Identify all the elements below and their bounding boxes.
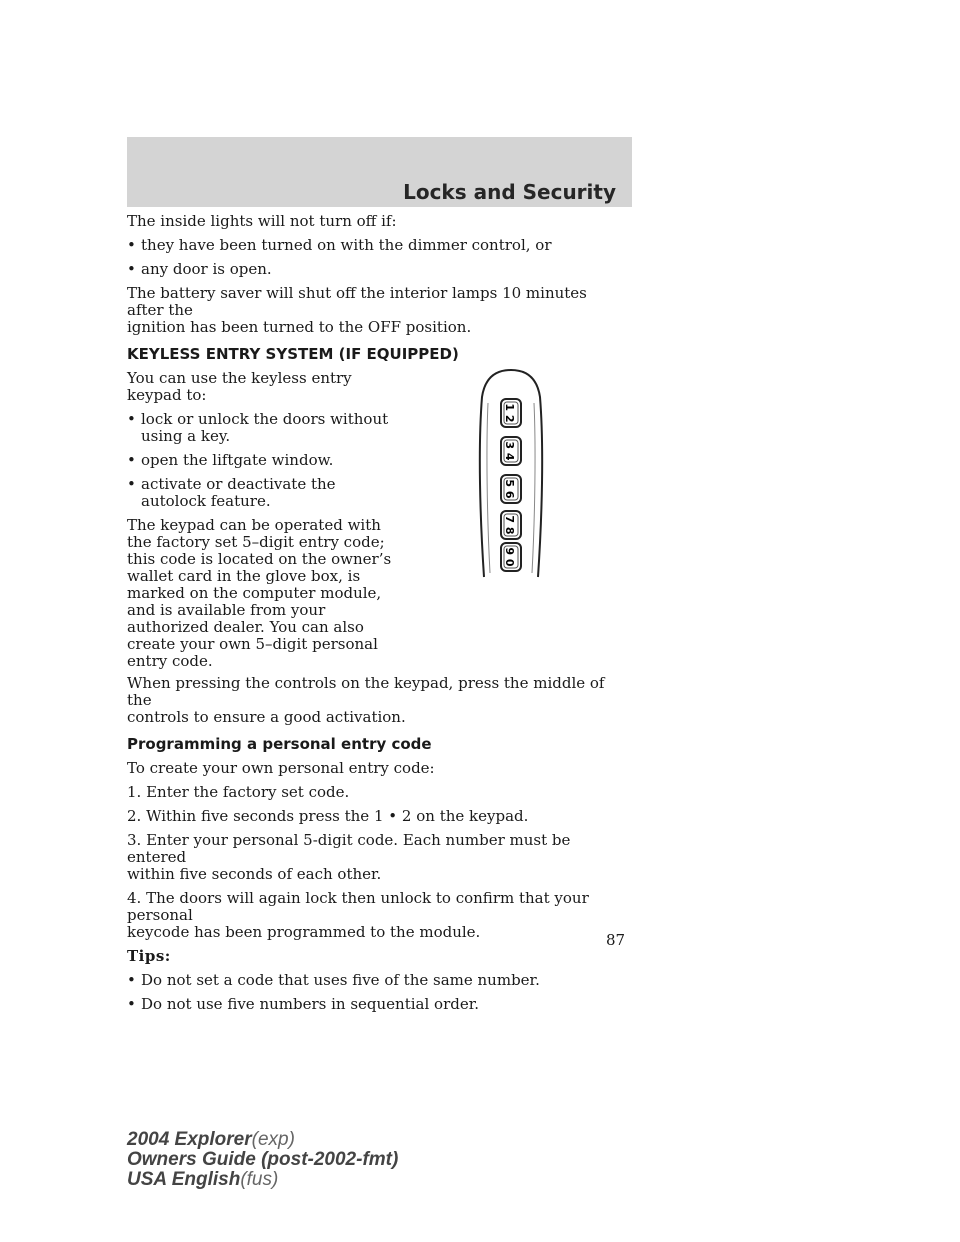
bullet-icon: • — [127, 971, 136, 989]
step-2 — [127, 808, 607, 825]
step-3-line-1: 3. Enter your personal 5-digit code. Each number must be entered — [127, 831, 571, 866]
keypad-keys — [501, 399, 521, 571]
footer-language-code: (fus) — [240, 1169, 279, 1190]
list-item-text: Do not set a code that uses five of the same number. — [141, 971, 540, 989]
list-item-text: activate or deactivate the — [141, 475, 336, 493]
bullet-icon: • — [388, 807, 398, 825]
list-item-text: open the liftgate window. — [141, 451, 334, 469]
document-footer — [127, 1130, 398, 1190]
list-item — [127, 261, 607, 278]
list-item — [127, 972, 607, 989]
step-1: 1. Enter the factory set code. — [127, 783, 350, 801]
list-item-text: lock or unlock the doors without — [141, 410, 389, 428]
step-4-line-2: keycode has been programmed to the module. — [127, 923, 481, 941]
section-title: Locks and Security — [403, 180, 616, 204]
key-3-4: 3 4 — [503, 441, 516, 461]
key-9-0: 9 0 — [503, 547, 516, 567]
bullet-icon: • — [127, 260, 136, 278]
paragraph-line: wallet card in the glove box, is — [127, 567, 361, 585]
list-item — [127, 996, 607, 1013]
bullet-icon: • — [127, 995, 136, 1013]
list-item-text: they have been turned on with the dimmer control, or — [141, 236, 552, 254]
step-2-text-b: 2 on the keypad. — [401, 807, 529, 825]
list-item — [127, 237, 607, 254]
key-1-2: 1 2 — [503, 403, 516, 423]
header-band — [127, 137, 632, 207]
footer-line-3 — [127, 1170, 398, 1190]
footer-guide: Owners Guide (post-2002-fmt) — [127, 1149, 399, 1170]
pressing-line-2: controls to ensure a good activation. — [127, 708, 406, 726]
paragraph-line: this code is located on the owner’s — [127, 550, 392, 568]
list-item-text: any door is open. — [141, 260, 272, 278]
paragraph-line: create your own 5–digit personal — [127, 635, 378, 653]
footer-language: USA English — [127, 1169, 241, 1190]
keyless-use-line-2: keypad to: — [127, 386, 207, 404]
keyless-heading: KEYLESS ENTRY SYSTEM (IF EQUIPPED) — [127, 345, 459, 363]
step-3-line-2: within five seconds of each other. — [127, 865, 382, 883]
key-7-8: 7 8 — [503, 515, 516, 535]
footer-line-2 — [127, 1150, 398, 1170]
keypad-illustration — [476, 367, 546, 585]
page-number: 87 — [606, 931, 626, 949]
programming-heading: Programming a personal entry code — [127, 735, 432, 753]
paragraph-line: marked on the computer module, — [127, 584, 382, 602]
page-content — [127, 213, 607, 1013]
intro-lead: The inside lights will not turn off if: — [127, 212, 397, 230]
step-4-line-1: 4. The doors will again lock then unlock to confirm that your personal — [127, 889, 589, 924]
list-item-text: Do not use five numbers in sequential order. — [141, 995, 480, 1013]
key-5-6: 5 6 — [503, 479, 516, 499]
footer-line-1 — [127, 1130, 398, 1150]
programming-lead: To create your own personal entry code: — [127, 759, 435, 777]
paragraph-line: entry code. — [127, 652, 213, 670]
tips-label: Tips: — [127, 947, 171, 965]
bullet-icon: • — [127, 410, 136, 428]
list-item-text: autolock feature. — [141, 492, 271, 510]
footer-model: 2004 Explorer — [127, 1129, 252, 1150]
keyless-use-line-1: You can use the keyless entry — [127, 369, 352, 387]
bullet-icon: • — [127, 475, 136, 493]
paragraph-line: and is available from your — [127, 601, 326, 619]
pressing-line-1: When pressing the controls on the keypad, press the middle of the — [127, 674, 605, 709]
battery-line-2: ignition has been turned to the OFF position. — [127, 318, 472, 336]
battery-line-1: The battery saver will shut off the interior lamps 10 minutes after the — [127, 284, 587, 319]
paragraph-line: The keypad can be operated with — [127, 516, 381, 534]
list-item-text: using a key. — [141, 427, 231, 445]
paragraph-line: authorized dealer. You can also — [127, 618, 364, 636]
step-2-text-a: 2. Within five seconds press the 1 — [127, 807, 384, 825]
bullet-icon: • — [127, 451, 136, 469]
bullet-icon: • — [127, 236, 136, 254]
paragraph-line: the factory set 5–digit entry code; — [127, 533, 385, 551]
footer-model-code: (exp) — [251, 1129, 295, 1150]
